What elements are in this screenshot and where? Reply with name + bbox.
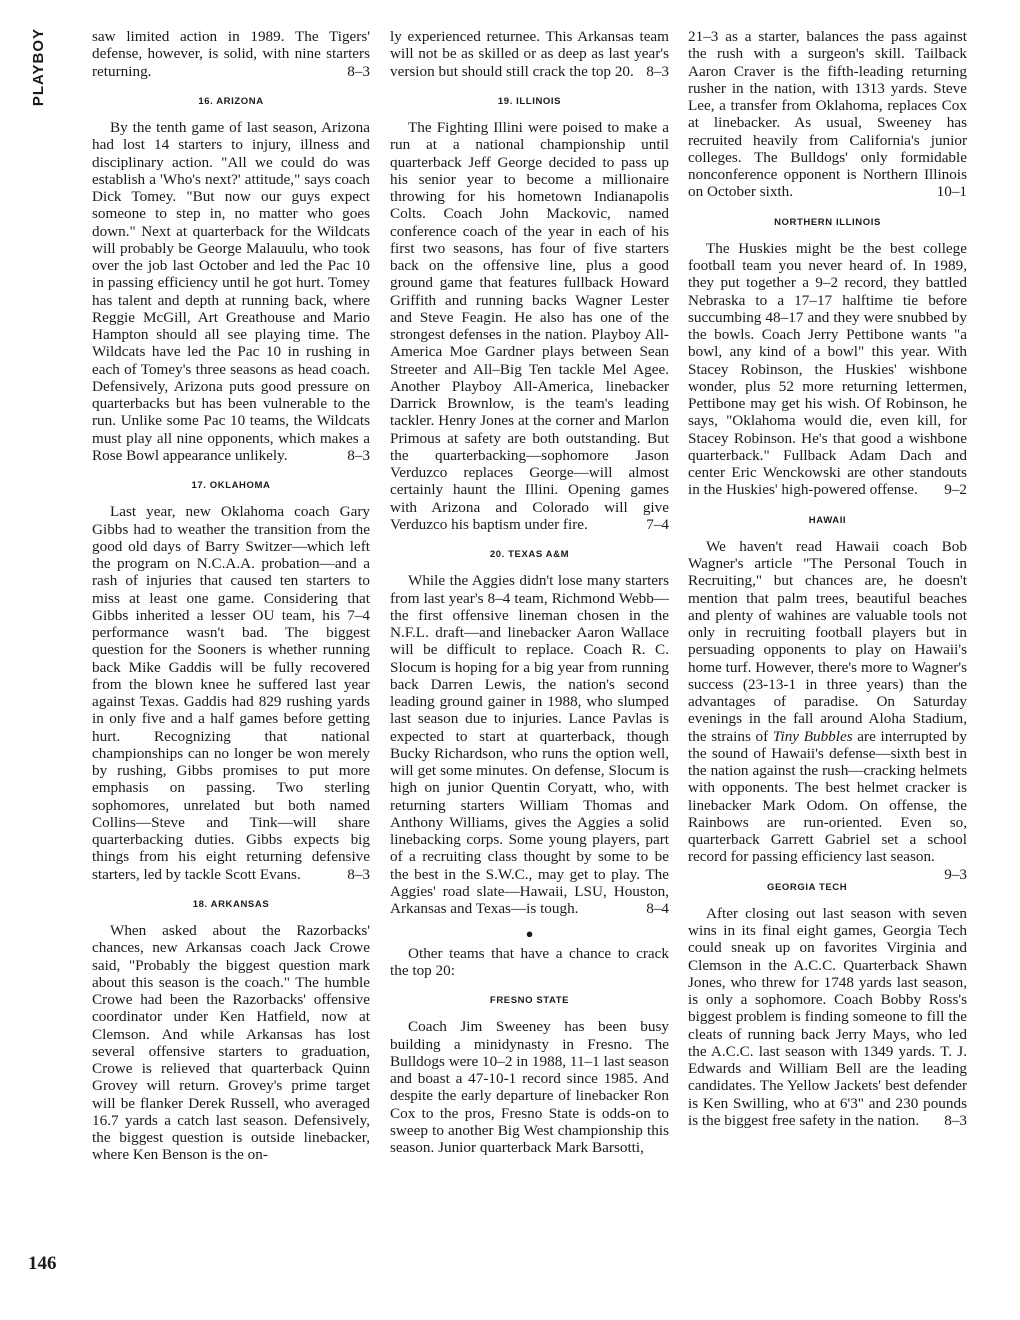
heading-arkansas: 18. ARKANSAS — [192, 898, 270, 910]
paragraph-arkansas-end: ly experienced returnee. This Arkansas team will not be as skilled or as deep as last year's version but should still crack the top 20. 8–3 — [390, 28, 669, 80]
paragraph-illinois: The Fighting Illini were poised to make a run at a national championship until quarterback Jeff George decided to pass up his senior year to become a millionaire throwing for his hometown Indianapolis Colts. Coach John Mackovic, named conference coach of the year in each of his first two seasons, has four of five starters back on the offensive line, plus a good ground game that features fullback Howard Griffith and running backs Wagner Lester and Steve Feagin. He also has one of the strongest defenses in the nation. Playboy All-America Moe Gardner plays between Sean Streeter and All–Big Ten tackle Mel Agee. Another Playboy All-America, linebacker Darrick Brownlow, is the team's leading tackler. Henry Jones at the corner and Marlon Primous at safety are both outstanding. But the quarterbacking—sophomore Jason Verduzco replaces George—will almost certainly haunt the Illini. Opening games with Arizona and Colorado will give Verduzco his baptism under fire. 7–4 — [390, 119, 669, 533]
record: 8–4 — [646, 900, 669, 917]
column-2 — [390, 28, 669, 1156]
heading-arizona: 16. ARIZONA — [198, 95, 264, 107]
paragraph-hawaii: We haven't read Hawaii coach Bob Wagner's article "The Personal Touch in Recruiting," but chances are, he doesn't mention that palm trees, beautiful beaches and plenty of wahines are valuable tools not only in recruiting football players but in persuading opponents to play on Hawaii's home turf. However, there's more to Wagner's success (23-13-1 in three years) than the advantages of paradise. On Saturday evenings in the fall around Aloha Stadium, the strains of Tiny Bubbles are interrupted by the sound of Hawaii's defense—sixth best in the nation against the rush—cracking helmets with opponents. The best helmet cracker is linebacker Mark Odom. On offense, the Rainbows are run-oriented. Even so, quarterback Garrett Gabriel set a school record for passing efficiency last season. 9–3 — [688, 537, 968, 883]
heading-oklahoma: 17. OKLAHOMA — [191, 480, 271, 491]
paragraph-texas-am: While the Aggies didn't lose many starters from last year's 8–4 team, Richmond Webb—the first offensive lineman chosen in the N.F.L. draft—and linebacker Aaron Wallace will be difficult to replace. Coach R. C. Slocum is hoping for a big year from running back Darren Lewis, the nation's second leading ground gainer in 1988, who slumped last season due to injuries. Lance Pavlas is expected to start at quarterback, though Bucky Richardson, who runs the option well, will get some minutes. On defense, Slocum is high on junior Quentin Coryatt, who, with returning starters William Thomas and Anthony Williams, gives the Aggies a solid linebacking corps. Some young players, part of a recruiting class thought by some to be the best in the S.W.C., may get to play. The Aggies' road slate—Hawaii, LSU, Houston, Arkansas and Texas—is tough. 8–4 — [390, 572, 669, 917]
heading-texas-am: 20. TEXAS A&M — [489, 549, 570, 560]
record: 9–2 — [944, 481, 967, 499]
paragraph-fresno-state: Coach Jim Sweeney has been busy building a minidynasty in Fresno. The Bulldogs were 10–2 in 1988, 11–1 last season and boast a 47-10-1 record since 1985. And despite the early departure of linebacker Ron Cox to the pros, Fresno State is odds-on to sweep to another Big West championship this season. Junior quarterback Mark Barsotti, — [390, 1018, 669, 1156]
record: 8–3 — [347, 865, 370, 883]
page-number: 146 — [28, 1253, 57, 1274]
paragraph-arizona: By the tenth game of last season, Arizona had lost 14 starters to injury, illness and disciplinary action. "All we could do was establish a 'Who's next?' attitude," says coach Dick Tomey. "But now our guys expect someone to step in, no matter who goes down." Next at quarterback for the Wildcats will probably be George Malauulu, who took over the job last October and led the Pac 10 in passing efficiency until he got hurt. Tomey has talent and depth at running back, where Reggie McGill, Art Greathouse and Mario Hampton should all see playing time. The Wildcats have led the Pac 10 in rushing in each of Tomey's three seasons as head coach. Defensively, Arizona puts good pressure on quarterbacks but has been vulnerable to the run. Unlike some Pac 10 teams, the Wildcats must play all nine opponents, which makes a Rose Bowl appearance unlikely. 8–3 — [92, 119, 370, 464]
section-bullet-icon: ● — [525, 926, 534, 942]
paragraph-oklahoma: Last year, new Oklahoma coach Gary Gibbs had to weather the transition from the good old days of Barry Switzer—which left the program on N.C.A.A. probation—and a rash of injuries that caused ten starters to miss at least one game. Considering that Gibbs inherited a lesser OU team, his 7–4 performance wasn't bad. The biggest question for the Sooners is whether running back Mike Gaddis will be fully recovered from the blown knee he suffered last year against Texas. Gaddis had 829 rushing yards in only five and a half games before getting hurt. Recognizing that national championships can no longer be won merely by rushing, Gibbs promises to put more emphasis on passing. Two sterling sophomores, unrelated but both named Collins—Steve and Tink—will share quarterbacking duties. Gibbs expects big things from his eight returning defensive starters, led by tackle Scott Evans. 8–3 — [92, 503, 370, 883]
paragraph-northern-illinois: The Huskies might be the best college football team you never heard of. In 1989, they put together a 9–2 record, they battled Nebraska to a 17–17 halftime tie before succumbing 48–17 and they were snubbed by the bowls. Coach Jerry Pettibone wants "a bowl, any kind of a bowl" this year. With Stacey Robinson, the Huskies' wishbone wonder, plus 52 more returning lettermen, Pettibone may get his wish. Of Robinson, he says, "Oklahoma would die, even kill, for Stacey Robinson. He's that good a wishbone quarterback." Fullback Adam Dach and center Eric Wenckowski are other standouts in the Huskies' high-powered offense. 9–2 — [688, 239, 967, 499]
magazine-side-title — [28, 28, 48, 106]
paragraph-other-teams: Other teams that have a chance to crack the top 20: — [390, 944, 669, 979]
column-1 — [92, 28, 370, 1164]
heading-georgia-tech: GEORGIA TECH — [767, 881, 848, 893]
heading-fresno-state: FRESNO STATE — [489, 995, 570, 1006]
record: 8–3 — [347, 446, 370, 464]
record: 10–1 — [936, 183, 967, 201]
paragraph-missouri-end: saw limited action in 1989. The Tigers' defense, however, is solid, with nine starters returning. 8–3 — [92, 28, 370, 80]
heading-illinois: 19. ILLINOIS — [497, 95, 562, 107]
paragraph-arkansas: When asked about the Razorbacks' chances, new Arkansas coach Jack Crowe said, "Probably the biggest question mark about this season is the coach." The humble Crowe had been the Razorbacks' offensive coordinator under Ken Hatfield, now at Clemson. And while Arkansas has lost several offensive starters to graduation, Crowe is relieved that quarterback Quinn Grovey will return. Grovey's prime target will be flanker Derek Russell, who averaged 16.7 yards a catch last season. Defensively, the biggest question is outside linebacker, where Ken Benson is the on- — [92, 922, 370, 1164]
heading-northern-illinois: NORTHERN ILLINOIS — [774, 216, 881, 228]
heading-hawaii: HAWAII — [808, 514, 847, 526]
record: 8–3 — [347, 62, 370, 80]
record: 7–4 — [646, 515, 669, 533]
record: 8–3 — [944, 1111, 967, 1129]
side-title-text: PLAYBOY — [29, 28, 47, 107]
paragraph-georgia-tech: After closing out last season with seven wins in its final eight games, Georgia Tech could sneak up on favorites Virginia and Clemson in the A.C.C. Quarterback Shawn Jones, who threw for 1748 yards last season, is only a sophomore. Coach Bobby Ross's biggest problem is finding someone to fill the cleats of running back Jerry Mays, who led the A.C.C. last season with 1349 yards. T. J. Edwards and William Bell are the leading candidates. The Yellow Jackets' best defender is Ken Swilling, who at 6'3" and 230 pounds is the biggest free safety in the nation. 8–3 — [688, 904, 967, 1129]
column-3 — [688, 28, 967, 1129]
record: 9–3 — [944, 865, 967, 883]
paragraph-fresno-end: 21–3 as a starter, balances the pass against the rush with a surgeon's skill. Tailback Aaron Craver is the fifth-leading returning rusher in the nation, with 1313 yards. Steve Lee, a transfer from Oklahoma, replaces Cox at linebacker. As usual, Sweeney has recruited heavily from California's junior colleges. The Bulldogs' only formidable nonconference opponent is Northern Illinois on October sixth. 10–1 — [688, 28, 967, 201]
record: 8–3 — [646, 62, 669, 80]
song-title: Tiny Bubbles — [772, 727, 853, 745]
